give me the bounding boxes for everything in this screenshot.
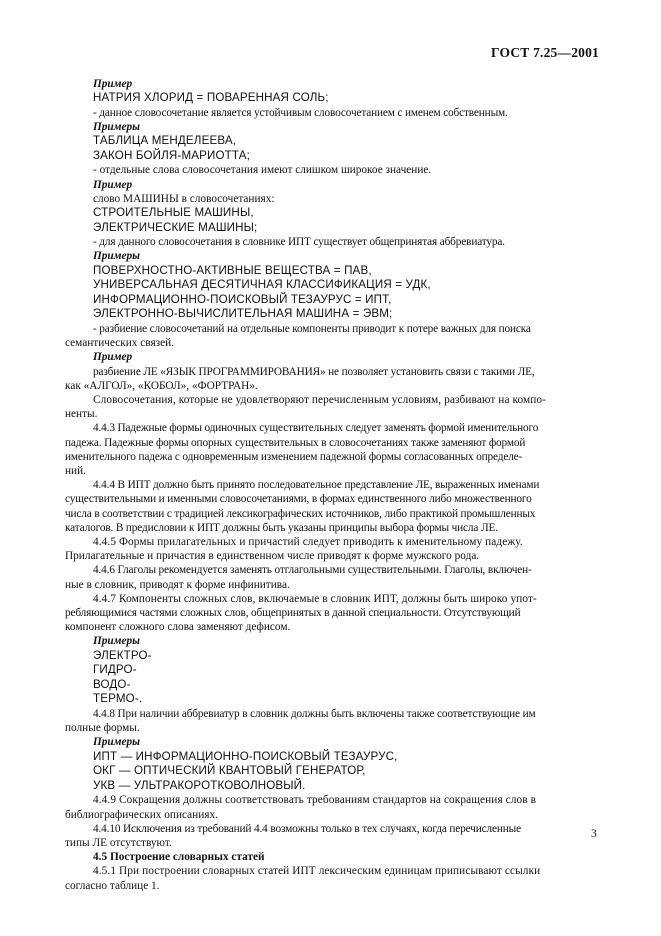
text-line: библиографических описаниях. [65,808,218,821]
text-line: ЭЛЕКТРО- [93,648,152,662]
text-line: разбиение ЛЕ «ЯЗЫК ПРОГРАММИРОВАНИЯ» не позволяет установить связи с такими ЛЕ, [93,365,535,378]
text-line: ТЕРМО-. [93,692,143,706]
text-line: падежа. Падежные формы опорных существительных в словосочетаниях также заменяют формой [65,436,526,449]
text-line: ЭЛЕКТРОННО-ВЫЧИСЛИТЕЛЬНАЯ МАШИНА = ЭВМ; [93,307,393,321]
text-line: - для данного словосочетания в словнике ИПТ существует общепринятая аббревиатура. [93,236,505,249]
text-line: как «АЛГОЛ», «КОБОЛ», «ФОРТРАН». [65,379,258,392]
text-line: СТРОИТЕЛЬНЫЕ МАШИНЫ, [93,206,254,219]
text-line: - разбиение словосочетаний на отдельные компоненты приводит к потере важных для поиска [93,322,531,335]
example-label: Пример [93,351,133,364]
text-line: семантических связей. [65,337,175,350]
example-label: Примеры [93,736,140,749]
text-line: ЭЛЕКТРИЧЕСКИЕ МАШИНЫ; [93,220,258,234]
text-line: 4.4.3 Падежные формы одиночных существительных следует заменять формой именительного [93,422,539,435]
text-line: ИНФОРМАЦИОННО-ПОИСКОВЫЙ ТЕЗАУРУС = ИПТ, [93,292,392,306]
text-line: - данное словосочетание является устойчивым словосочетанием с именем собственным. [93,106,508,119]
standard-code-header: ГОСТ 7.25—2001 [491,45,599,60]
text-line: 4.4.4 В ИПТ должно быть принято последовательное представление ЛЕ, выраженных именами [93,479,540,492]
page-number: 3 [591,828,597,840]
text-line: числа в соответствии с традицией лексикографических источников, либо практикой промышленных [65,507,536,520]
text-line: ГИДРО- [93,663,137,677]
example-label: Пример [93,78,133,90]
text-line: типы ЛЕ отсутствуют. [65,837,172,850]
section-heading: 4.5 Построение словарных статей [93,851,265,864]
example-label: Примеры [93,250,140,263]
text-line: согласно таблице 1. [65,879,160,892]
text-line: ненты. [65,408,98,421]
text-line: 4.4.8 При наличии аббревиатур в словник должны быть включены также соответствующие им [93,708,536,721]
text-line: ний. [65,465,86,477]
text-line: Словосочетания, которые не удовлетворяют перечисленным условиям, разбивают на компо- [93,393,547,406]
text-line: 4.4.6 Глаголы рекомендуется заменять отглагольными существительными. Глаголы, включен- [93,564,532,577]
text-line: ИПТ — ИНФОРМАЦИОННО-ПОИСКОВЫЙ ТЕЗАУРУС, [93,749,398,763]
text-line: компонент сложного слова заменяют дефисом. [65,621,291,634]
text-line: каталогов. В предисловии к ИПТ должны быть указаны принципы выбора формы числа ЛЕ. [65,521,498,534]
text-line: ПОВЕРХНОСТНО-АКТИВНЫЕ ВЕЩЕСТВА = ПАВ, [93,263,372,277]
text-line: ЗАКОН БОЙЛЯ-МАРИОТТА; [93,148,250,162]
text-line: 4.4.5 Формы прилагательных и причастий следует приводить к именительному падежу. [93,536,523,549]
example-label: Примеры [93,121,140,133]
text-line: полные формы. [65,722,140,735]
text-line: 4.4.7 Компоненты сложных слов, включаемые в словник ИПТ, должны быть широко упот- [93,592,537,605]
document-body [65,77,599,893]
text-line: ОКГ — ОПТИЧЕСКИЙ КВАНТОВЫЙ ГЕНЕРАТОР, [93,764,366,778]
text-line: 4.4.10 Исключения из требований 4.4 возможны только в тех случаях, когда перечисленные [93,822,521,835]
text-line: УНИВЕРСАЛЬНАЯ ДЕСЯТИЧНАЯ КЛАССИФИКАЦИЯ = УДК, [93,278,431,292]
text-line: Прилагательные и причастия в единственном числе приводят к форме мужского рода. [65,550,480,563]
text-line: 4.5.1 При построении словарных статей ИПТ лексическим единицам приписывают ссылки [93,865,541,878]
example-label: Пример [93,178,133,191]
text-line: слово МАШИНЫ в словосочетаниях: [93,192,275,205]
text-line: НАТРИЯ ХЛОРИД = ПОВАРЕННАЯ СОЛЬ; [93,91,329,105]
text-line: существительными и именными словосочетаниями, в формах единственного либо множественного [65,493,532,506]
text-line: ные в словник, приводят к форме инфинитива. [65,578,290,591]
text-line: именительного падежа с одновременным изменением падежной формы согласованных определе- [65,450,523,463]
text-line: УКВ — УЛЬТРАКОРОТКОВОЛНОВЫЙ. [93,778,306,792]
example-label: Примеры [93,635,140,648]
text-line: ВОДО- [93,677,131,691]
text-line: - отдельные слова словосочетания имеют слишком широкое значение. [93,164,432,177]
text-line: 4.4.9 Сокращения должны соответствовать требованиям стандартов на сокращения слов в [93,794,537,807]
text-line: ТАБЛИЦА МЕНДЕЛЕЕВА, [93,134,237,148]
text-line: ребляющимися частями сложных слов, общепринятых в данной специальности. Отсутствующий [65,607,521,620]
